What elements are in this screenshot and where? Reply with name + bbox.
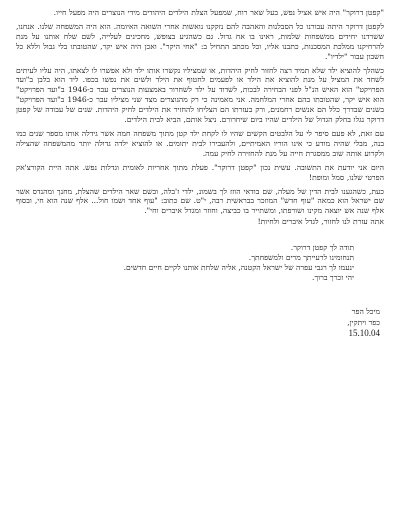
paragraph-intro: "קפטן דרוקר" היה איש אציל נפש, בעל שאר רוח, שמפעל הצלת הילדים היהודים מידי הנוצרים היה מפעל חייו. (53, 8, 384, 17)
paragraph-thanks-short: אתה עזרת לנו לחזור, לגדל איברים ולחיות! (257, 217, 384, 227)
closing-line: יהי זכרך ברוך. (312, 273, 354, 283)
letter-date: 15.10.04 (348, 328, 380, 339)
closing-line: תודה לך קפטן דרוקר. (290, 243, 354, 253)
letter-body (16, 8, 384, 227)
paragraph-answer: היום אני יודעת את התשובה. עשית נכון "קפטן דרוקר". פעלת מתוך אחריות לאומית וגדלות נפש. אתה היית הקורצ'אק הפרטי שלנו, סמל ומופת! (16, 162, 384, 182)
closing-line: תנחומינו לרעייתך מרים ולמשפחתך. (248, 253, 354, 263)
paragraph-dilemma: עם זאת, לא פעם סיפר לי על הלבטים הקשים שהיו לו לקחת ילד קטן מתוך משפחה חמה אשר גידלה אותו מספר שנים כמו בנה, מבלי שהיה מודע כי אינו הוריו האמיתיים, ולהעבירו לבית יתומים. או להוציא ילדה גדולה יותר מהמשפחה שהצילה ולקרוע אותה שוב ממסגרת חייה על מנת להחזירה לחיק עמה. (16, 128, 384, 158)
author-place: כפר ויתקין, (347, 317, 380, 327)
letter-footer (16, 307, 384, 339)
closing-line: ינעמו לך רגבי עפרה של ישראל הקטנה, אליה שלחת אותנו לקיים חיים חדשים. (123, 263, 354, 273)
paragraph-family: לקפטן דרוקר היתה עבורנו כל הסבלנות והאהבה להם נזקקנו נואשות אחרי השואה האיומה. הוא היה המשפחה שלנו. אנחנו, ששרדנו יחידים ממשפחות שלמות, ראינו בו אח גדול. גם כשהגיע בצופש, מחכינים לעלייה, לשם שלח אותנו על מנת להרחיקנו ממלכת המסכנות, כתבנו אליו, וכל מכתב התחיל ב: "אחי היקר". ואכן היה איש יקר, שהטובתו בלי גבול וללא כל חשבון עבור "ילדיו". (16, 21, 384, 61)
paragraph-phoenix: כעת, כשהגענו לבית הדין של מעלה, שם בודאי הוזז לך בשמונ, ילדי ז'בלה, ובשם שאר הילדים שהצלת, מחנך ומהנדס אשר שם ישראל הוא כמאה "עוף חדש" המוזכר בבראשית רבה, י"ט. שם כתוב: "עוף אחד ושמו חול... אלף שנה הוא חי, ובסוף אלף שנה אש יוצאה מקינו ושורפתו, ומשתייר בו כביצה, וחוזר ומגדל איברים וחי". (16, 186, 384, 216)
author-name: מיכל הפר (351, 307, 380, 317)
closing-block (16, 243, 384, 283)
paragraph-rescue: כשהלך להוציא ילד שלא תמיד רצה לחזור לחיק היהדות, או שמציליו נקשרו אותו ילד ולא אפשרו לו לצאתו, היה עליו לעיתים לשחד את המציל על מנת להוציא את הילד או לפעמים לחטוף את הילד ולשים את נפשו בכפו. ליד הוא בלבן ב"ועד הפרויקט" הוא האיש הנ"ל לפני הבחירה לבכות, לשדוד על ילד לשחרור באמצעות הנוצרים עבר כ-1946 ב"ועד הפרויקט" הוא איש יקר, שהטובתו בהם אחרי המלחמה. אני מאמינה כי רק מהנוצרים מצד שני מציליו עבר כ-1946 ב"ועד הפרויקט" בשנים שבדרך כלל הם אנשים רחמנים, ורק בעזרתו הם הצליחו להחזיר את הילדים לחיק היהדות. שנים של עבודה של קפטן דרוקר נגלו בחלק הגדול של הילדים שהיו ביום שיחרורם. ניצל אותם, הביא לבית הילדים. (16, 65, 384, 125)
